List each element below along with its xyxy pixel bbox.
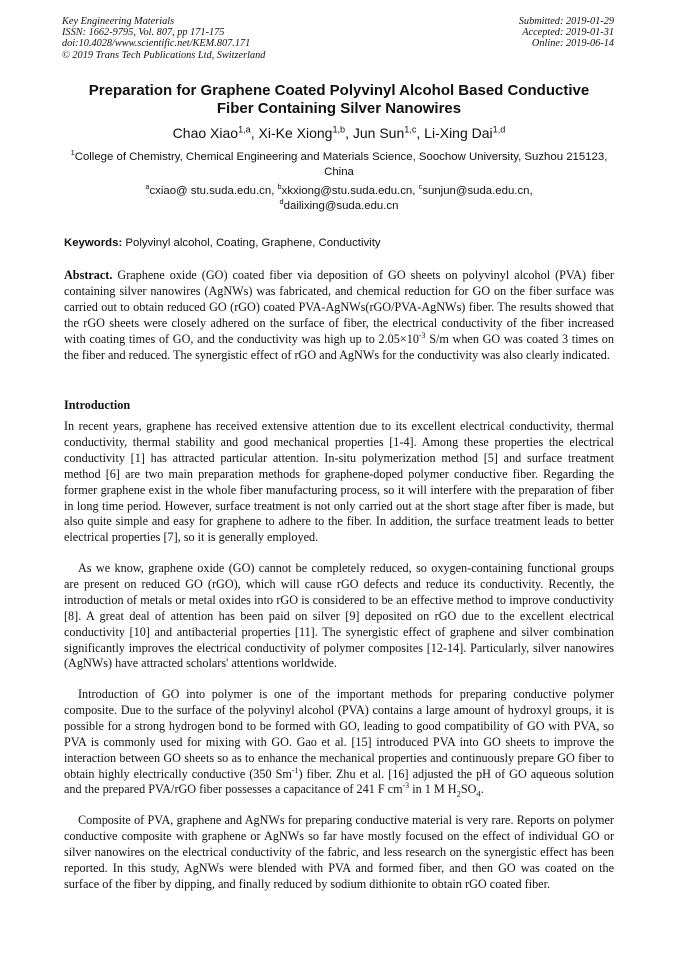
p3-text-d: SO bbox=[460, 782, 477, 797]
abstract bbox=[64, 268, 614, 363]
abstract-label: Abstract. bbox=[64, 268, 113, 282]
affiliation bbox=[60, 150, 618, 180]
dates-header bbox=[519, 16, 614, 50]
date-submitted: Submitted: 2019-01-29 bbox=[518, 16, 614, 27]
journal-name: Key Engineering Materials bbox=[62, 16, 175, 27]
author-name: Li-Xing Dai bbox=[424, 125, 493, 141]
paper-title bbox=[50, 82, 628, 118]
author-name: Xi-Ke Xiong bbox=[258, 125, 333, 141]
p3-exponent-1: -1 bbox=[291, 765, 299, 775]
abstract-exponent: -3 bbox=[418, 330, 426, 340]
email-sup: b bbox=[277, 182, 282, 192]
journal-doi[interactable]: doi:10.4028/www.scientific.net/KEM.807.171 bbox=[62, 38, 251, 50]
p3-text-e: . bbox=[480, 782, 484, 797]
p3-text-c: in 1 M H bbox=[409, 782, 457, 797]
abstract-text-a: Graphene oxide (GO) coated fiber via deposition of GO sheets on polyvinyl alcohol (PVA) fiber containing silver nanowires (AgNWs) was fabricated, and chemical reduction for GO on the fiber surface was carried out to obtain reduced GO (rGO) coated PVA-AgNWs(rGO/PVA-AgNWs) fiber. The results showed that the rGO sheets were closely adhered on the surface of fiber, the electrical conductivity of the fiber increased with coating times of GO, and the conductivity was high up to 2.05×10 bbox=[64, 268, 614, 346]
email-sup: d bbox=[279, 197, 284, 207]
journal-copyright: © 2019 Trans Tech Publications Ltd, Switzerland bbox=[62, 49, 266, 61]
affiliation-text: College of Chemistry, Chemical Engineering and Materials Science, Soochow University, Suzhou 215123, China bbox=[74, 151, 608, 178]
p3-subscript-1: 2 bbox=[456, 788, 461, 799]
email-sup: c bbox=[418, 182, 423, 192]
email-address[interactable]: cxiao@ stu.suda.edu.cn bbox=[149, 185, 272, 197]
email-address[interactable]: dailixing@suda.edu.cn bbox=[283, 200, 399, 212]
author-list: Chao Xiao$^{1,a}$, Xi-Ke Xiong$^{1,b}$, Jun Sun$^{1,c}$, Li-Xing Dai$^{1,d}$ bbox=[172, 124, 506, 141]
title-line-1: Preparation for Graphene Coated Polyvinyl Alcohol Based Conductive bbox=[88, 82, 590, 99]
author-affil-sup: 1,d bbox=[492, 124, 506, 135]
email-list: $^a$cxiao@ stu.suda.edu.cn, $^b$xkxiong@stu.suda.edu.cn, $^c$sunjun@suda.edu.cn, $^d$dailixing@suda.edu.cn bbox=[145, 182, 533, 212]
keywords-text: Polyvinyl alcohol, Coating, Graphene, Conductivity bbox=[125, 237, 381, 249]
author-affil-sup: 1,a bbox=[238, 124, 251, 135]
intro-paragraph-3 bbox=[64, 687, 614, 798]
p3-subscript-2: 4 bbox=[476, 788, 481, 799]
journal-header bbox=[62, 16, 265, 61]
journal-issn: ISSN: 1662-9795, Vol. 807, pp 171-175 bbox=[62, 27, 225, 39]
p3-text-a: Introduction of GO into polymer is one of the important methods for preparing conductive polymer composite. Due to the surface of the polyvinyl alcohol (PVA) contains a large amount of hydroxyl groups, it is possible for a strong hydrogen bond to be formed with GO, leading to good compatibility of GO with PVA, so PVA is commonly used for mixing with GO. Gao et al. [15] introduced PVA into GO sheets to improve the interaction between GO sheets so as to enhance the mechanical properties and continuously prepare GO fiber to obtain highly electrically conductive (350 Sm bbox=[64, 687, 614, 781]
date-online: Online: 2019-06-14 bbox=[531, 38, 614, 50]
author-name: Chao Xiao bbox=[172, 125, 239, 141]
email-address[interactable]: xkxiong@stu.suda.edu.cn bbox=[281, 185, 413, 197]
intro-paragraph-2: As we know, graphene oxide (GO) cannot be completely reduced, so oxygen-containing functional groups are present on reduced GO (rGO), which will cause rGO defects and reduce its conductivity. Recently, the introduction of metals or metal oxides into rGO is considered to be an effective method to improve conductivity [8]. A great deal of attention has been paid on silver [9] deposited on rGO due to the excellent electrical conductivity [10] and antibacterial properties [11]. The synergistic effect of graphene and silver combination significantly improves the electrical conductivity of polymer composites [12-14]. Particularly, silver nanowires (AgNWs) have attracted scholars' attentions worldwide. bbox=[64, 561, 614, 671]
abstract-text-b: S/m when GO was coated 3 times on the fiber and reduced. The synergistic effect of rGO and AgNWs for the conductivity was also clearly indicated. bbox=[64, 331, 614, 362]
keywords bbox=[64, 236, 614, 251]
author-name: Jun Sun bbox=[352, 125, 405, 141]
keywords-label: Keywords: bbox=[64, 237, 123, 249]
author-affil-sup: 1,c bbox=[404, 124, 417, 135]
email-address[interactable]: sunjun@suda.edu.cn bbox=[422, 185, 530, 197]
p3-text-b: ) fiber. Zhu et al. [16] adjusted the pH of GO aqueous solution and the prepared PVA/rGO fiber possesses a capacitance of 241 F cm bbox=[64, 766, 614, 797]
intro-paragraph-4: Composite of PVA, graphene and AgNWs for preparing conductive material is very rare. Reports on polymer conductive composite with graphene or AgNWs so far have mostly focused on the effect of individual GO or silver nanowires on the electrical conductivity of the fabric, and less research on the synergistic effect has been reported. In this study, AgNWs were blended with PVA and formed fiber, and then GO was coated on the surface of the fiber by dipping, and finally reduced by sodium dithionite to obtain rGO coated fiber. bbox=[64, 813, 614, 891]
author-affil-sup: 1,b bbox=[332, 124, 346, 135]
intro-paragraph-1: In recent years, graphene has received extensive attention due to its excellent electrical conductivity, thermal conductivity, thermal stability and good mechanical properties [1-4]. Among these properties the electrical conductivity [1] has attracted particular attention. In-situ polymerization method [5] and surface treatment method [6] are two main preparation methods for graphene-doped polymer conductive fiber. Regarding the former graphene exist in the whole fiber manufacturing process, so it will interfere with the preparation of fiber in long time period. However, surface treatment is not only carried out at the short stage after fiber is made, but also quite simple and easy for graphene to adhere to the fiber. In addition, the surface treatment leads to better electrical properties [7], so it is generally employed. bbox=[64, 419, 614, 545]
p3-exponent-2: -3 bbox=[402, 781, 410, 791]
section-heading-introduction: Introduction bbox=[64, 398, 131, 412]
title-line-2: Fiber Containing Silver Nanowires bbox=[216, 100, 462, 117]
email-sup: a bbox=[145, 182, 150, 192]
date-accepted: Accepted: 2019-01-31 bbox=[522, 27, 614, 39]
affiliation-sup: 1 bbox=[70, 148, 75, 158]
